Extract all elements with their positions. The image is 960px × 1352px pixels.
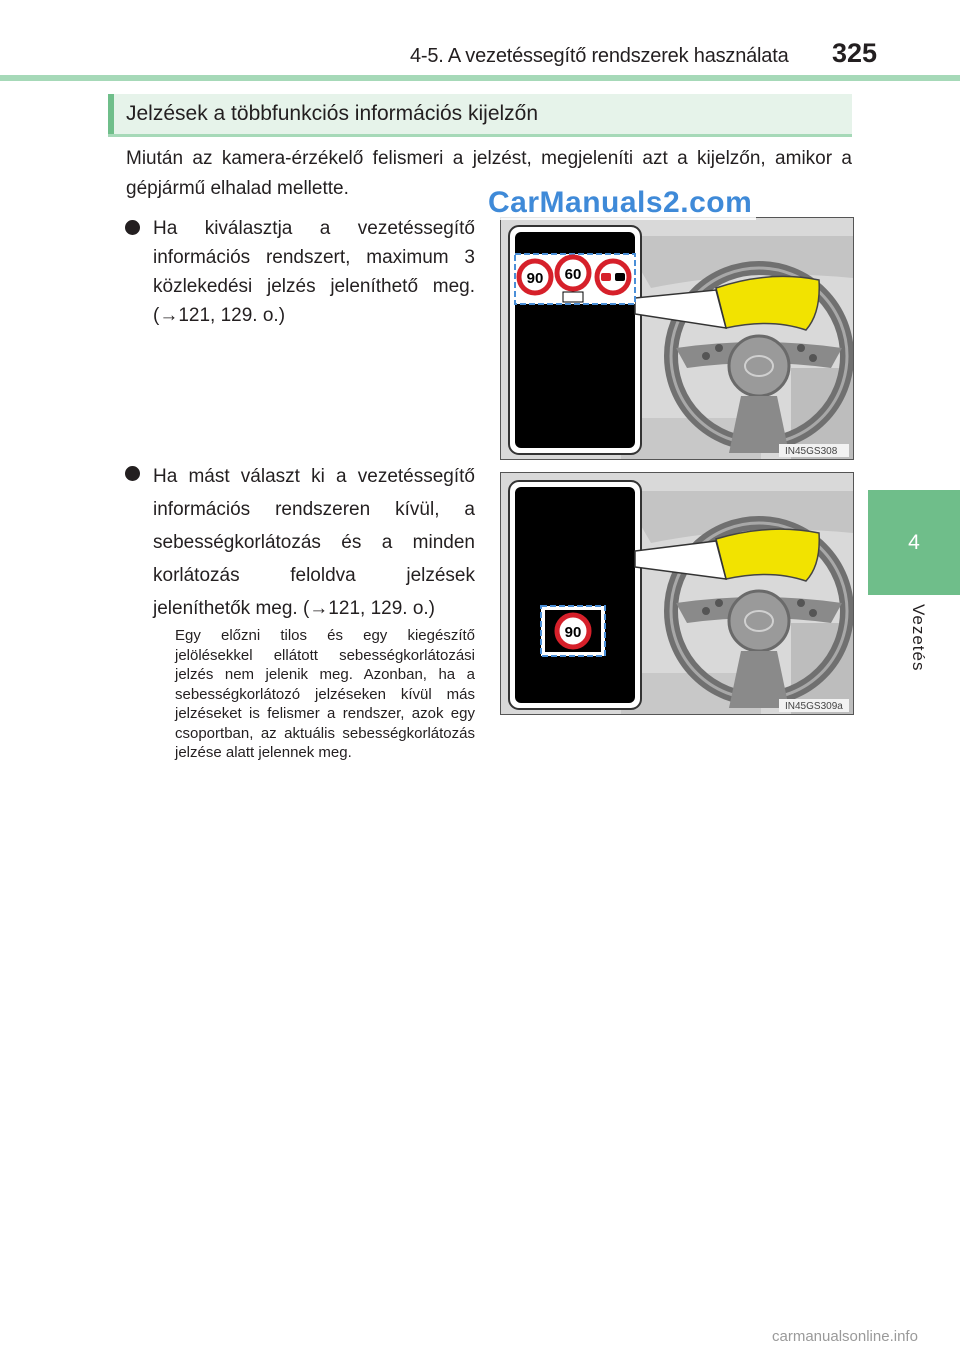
header-rule [0, 75, 960, 81]
no-overtaking-sign-icon [597, 261, 629, 293]
dashboard-illustration [501, 473, 853, 714]
bullet-dot-icon [125, 466, 140, 481]
svg-text:90: 90 [564, 624, 582, 641]
bullet-text: Ha kiválasztja a vezetéssegítő információs rendszert, maximum 3 közlekedési jelzés jeleníthető meg. (→121, 129. o.) [153, 218, 475, 326]
figure-code: IN45GS309a [785, 701, 843, 712]
intro-paragraph: Miután az kamera-érzékelő felismeri a jelzést, megjeleníti azt a kijelzőn, amikor a gépjármű elhalad mellette. [126, 148, 852, 199]
running-header: 4-5. A vezetéssegítő rendszerek használata [410, 45, 789, 67]
bullet-item [153, 214, 475, 330]
section-title: Jelzések a többfunkciós információs kijelzőn [126, 102, 539, 125]
bullet-item [153, 460, 475, 625]
chapter-label: Vezetés [909, 604, 928, 672]
watermark-text: CarManuals2.com [484, 186, 756, 220]
speed-limit-sign-icon [519, 261, 551, 293]
page-number: 325 [832, 38, 878, 68]
section-accent [108, 94, 114, 134]
dashboard-figure-2 [500, 472, 854, 715]
bullet-dot-icon [125, 220, 140, 235]
chapter-tab [868, 490, 960, 595]
chapter-number: 4 [908, 530, 920, 554]
note-paragraph: Egy előzni tilos és egy kiegészítő jelölésekkel ellátott sebességkorlátozási jelzés nem jelenik meg. Azonban, ha a sebességkorlátozó jelzéseken kívül más jelzéseket is felismer a rendszer, azok egy csoportban, az aktuális sebességkorlátozás jelzése alatt jelennek meg. [175, 627, 475, 761]
bullet-text: Ha mást választ ki a vezetéssegítő információs rendszeren kívül, a sebességkorlátozás és a minden korlátozás feloldva jelzések jeleníthetők meg. (→121, 129. o.) [153, 466, 475, 619]
section-underline [108, 134, 852, 137]
svg-text:90: 90 [526, 270, 544, 287]
speed-limit-sign-icon [557, 615, 589, 647]
footer-watermark: carmanualsonline.info [772, 1328, 918, 1345]
svg-text:60: 60 [564, 266, 582, 283]
dashboard-illustration [501, 218, 853, 459]
section-heading [108, 94, 852, 134]
figure-code: IN45GS308 [785, 446, 838, 457]
dashboard-figure-1 [500, 217, 854, 460]
